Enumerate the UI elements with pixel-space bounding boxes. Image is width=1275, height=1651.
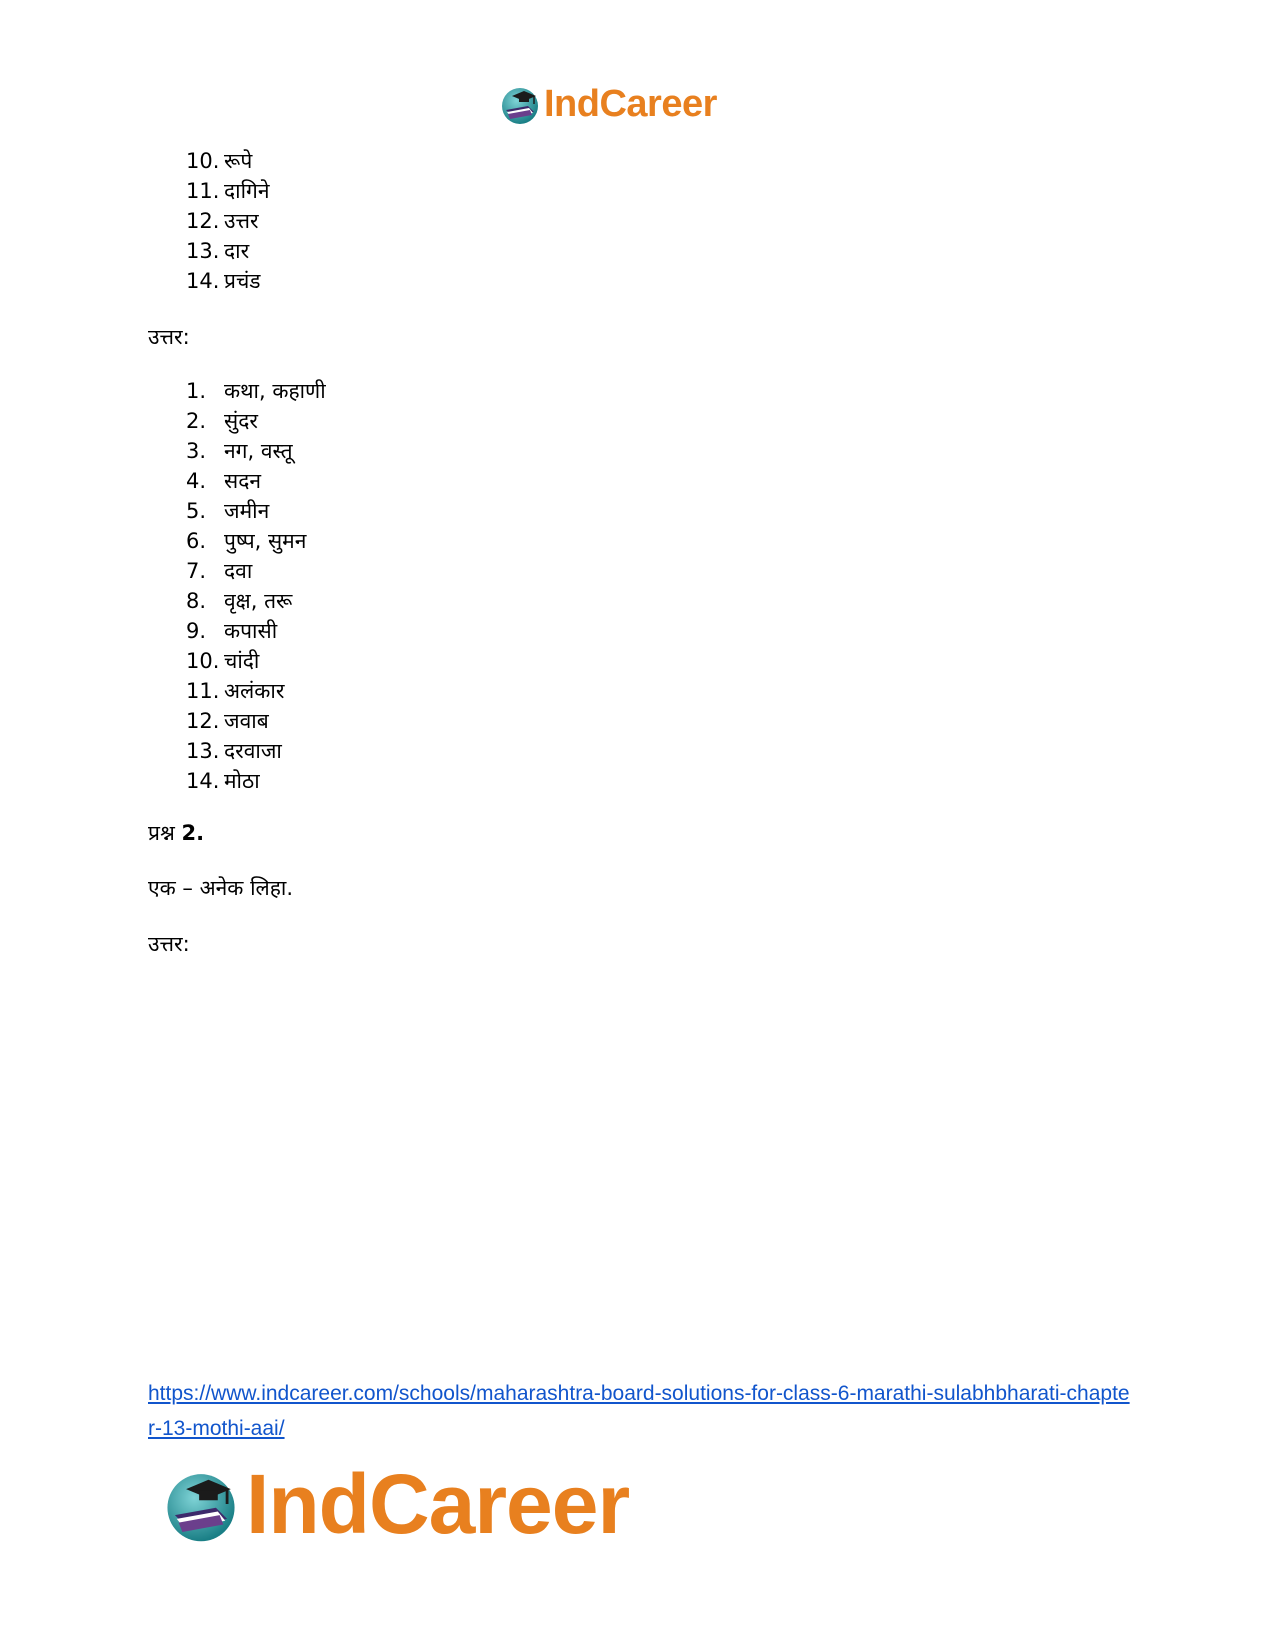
list-item: 4. सदन (186, 469, 262, 493)
list-item: 7. दवा (186, 559, 253, 583)
answer-list (186, 376, 326, 796)
list-item: 6. पुष्प, सुमन (186, 529, 307, 553)
list-item: 11. दागिने (186, 179, 270, 203)
list-item: 13. दरवाजा (186, 739, 282, 763)
list-item: 9. कपासी (186, 619, 278, 643)
list-item: 12. उत्तर (186, 209, 259, 233)
list-item: 5. जमीन (186, 499, 270, 523)
answer-label: उत्तर: (148, 325, 190, 349)
question-number: 2. (181, 821, 205, 845)
question-heading (148, 818, 204, 848)
logo-emblem-icon (160, 1463, 242, 1545)
list-item: 10. चांदी (186, 649, 260, 673)
question-prompt: एक – अनेक लिहा. (148, 876, 294, 900)
answer-label: उत्तर: (148, 932, 190, 956)
source-link[interactable]: https://www.indcareer.com/schools/maharashtra-board-solutions-for-class-6-marathi-sulabhbharati-chapter-13-mothi-aai/ (148, 1382, 1130, 1440)
list-item: 12. जवाब (186, 709, 269, 733)
list-item: 8. वृक्ष, तरू (186, 589, 293, 613)
logo-emblem-icon (498, 82, 542, 126)
list-item: 1. कथा, कहाणी (186, 379, 326, 403)
list-item: 14. मोठा (186, 769, 260, 793)
list-item: 10. रूपे (186, 149, 253, 173)
question-prefix: प्रश्न (148, 821, 175, 845)
logo-wordmark: IndCareer (544, 82, 717, 125)
word-list-continued (186, 146, 270, 296)
list-item: 14. प्रचंड (186, 269, 261, 293)
footer-logo (160, 1456, 630, 1551)
header-logo (498, 80, 717, 128)
list-item: 2. सुंदर (186, 409, 258, 433)
list-item: 13. दार (186, 239, 250, 263)
logo-wordmark: IndCareer (246, 1456, 630, 1551)
list-item: 3. नग, वस्तू (186, 439, 293, 463)
list-item: 11. अलंकार (186, 679, 285, 703)
